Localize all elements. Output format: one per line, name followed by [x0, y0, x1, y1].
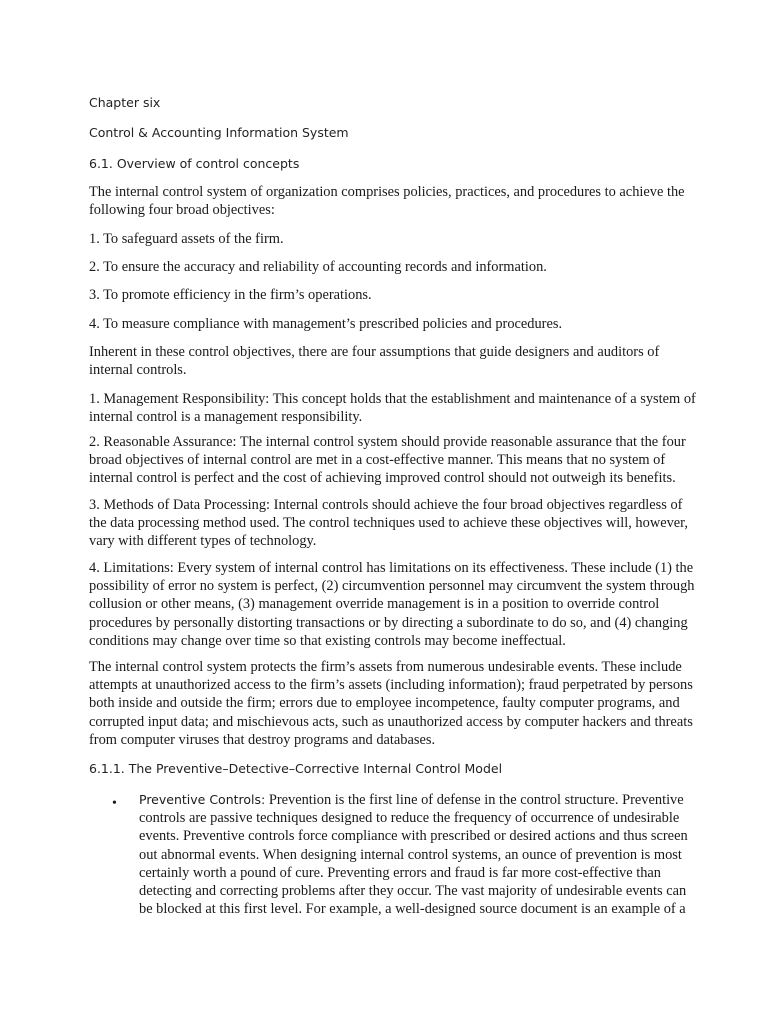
line: conditions may change over time so that existing controls may become ineffectual. [89, 632, 566, 649]
preventive-controls-item [139, 791, 688, 918]
section-heading: 6.1. Overview of control concepts [89, 156, 300, 171]
inherent-paragraph [89, 343, 659, 379]
assumption-1 [89, 390, 696, 426]
line: Inherent in these control objectives, there are four assumptions that guide designers and auditors of [89, 344, 660, 360]
line: events. Preventive controls force compliance with prescribed or desired actions and thus screen [139, 828, 688, 845]
chapter-label: Chapter six [89, 95, 161, 110]
line: The internal control system of organization comprises policies, practices, and procedures to achieve the [89, 184, 685, 200]
line: 3. Methods of Data Processing: Internal controls should achieve the four broad objectives regardless of [89, 497, 683, 513]
chapter-title: Control & Accounting Information System [89, 125, 349, 140]
assumption-3 [89, 496, 688, 551]
line [139, 791, 688, 809]
line: controls are passive techniques designed to reduce the frequency of occurrence of undesirable [139, 810, 680, 827]
line: possibility of error no system is perfect, (2) circumvention personnel may circumvent the system through [89, 578, 695, 595]
line: from computer viruses that destroy programs and databases. [89, 731, 436, 748]
assumption-4 [89, 559, 694, 650]
line: collusion or other means, (3) management override management is in a position to override control [89, 596, 660, 613]
line: attempts at unauthorized access to the firm’s assets (including information); fraud perpetrated by persons [89, 677, 693, 694]
line: the data processing method used. The control techniques used to achieve these objectives will, however, [89, 515, 688, 532]
line: The internal control system protects the firm’s assets from numerous undesirable events. These include [89, 659, 682, 675]
line: corrupted input data; and mischievous acts, such as unauthorized access by computer hackers and threats [89, 713, 693, 730]
line: certainly worth a pound of cure. Preventing errors and fraud is far more cost-effective than [139, 864, 661, 881]
term: Preventive Controls: [139, 792, 266, 807]
protects-paragraph [89, 658, 693, 749]
line: both inside and outside the firm; errors due to employee incompetence, faulty computer programs, and [89, 695, 680, 712]
line: internal control is perfect and the cost of achieving improved control should not outweigh its benefits. [89, 470, 676, 487]
line: procedures by personally distorting transactions or by directing a subordinate to do so, and (4) changing [89, 614, 688, 631]
line: be blocked at this first level. For example, a well-designed source document is an example of a [139, 901, 686, 918]
intro-paragraph [89, 183, 685, 219]
line: internal control is a management responsibility. [89, 409, 363, 426]
line: 2. Reasonable Assurance: The internal control system should provide reasonable assurance that the four [89, 434, 686, 450]
line: following four broad objectives: [89, 202, 275, 219]
objective-1: 1. To safeguard assets of the firm. [89, 231, 284, 247]
line: detecting and correcting problems after they occur. The vast majority of undesirable events can [139, 882, 687, 899]
line: 1. Management Responsibility: This concept holds that the establishment and maintenance of a system of [89, 391, 696, 407]
objective-4: 4. To measure compliance with management’s prescribed policies and procedures. [89, 316, 563, 332]
bullet-icon: • [112, 796, 117, 811]
line: 4. Limitations: Every system of internal control has limitations on its effectiveness. These include (1) the [89, 560, 694, 576]
line: out abnormal events. When designing internal control systems, an ounce of prevention is most [139, 846, 682, 863]
line-text: Prevention is the first line of defense in the control structure. Preventive [265, 792, 684, 808]
subsection-heading: 6.1.1. The Preventive–Detective–Corrective Internal Control Model [89, 761, 503, 776]
assumption-2 [89, 433, 686, 488]
line: vary with different types of technology. [89, 533, 317, 550]
objective-3: 3. To promote efficiency in the firm’s operations. [89, 287, 372, 303]
line: internal controls. [89, 362, 187, 379]
line: broad objectives of internal control are met in a cost-effective manner. This means that no system of [89, 452, 666, 469]
objective-2: 2. To ensure the accuracy and reliability of accounting records and information. [89, 259, 547, 275]
